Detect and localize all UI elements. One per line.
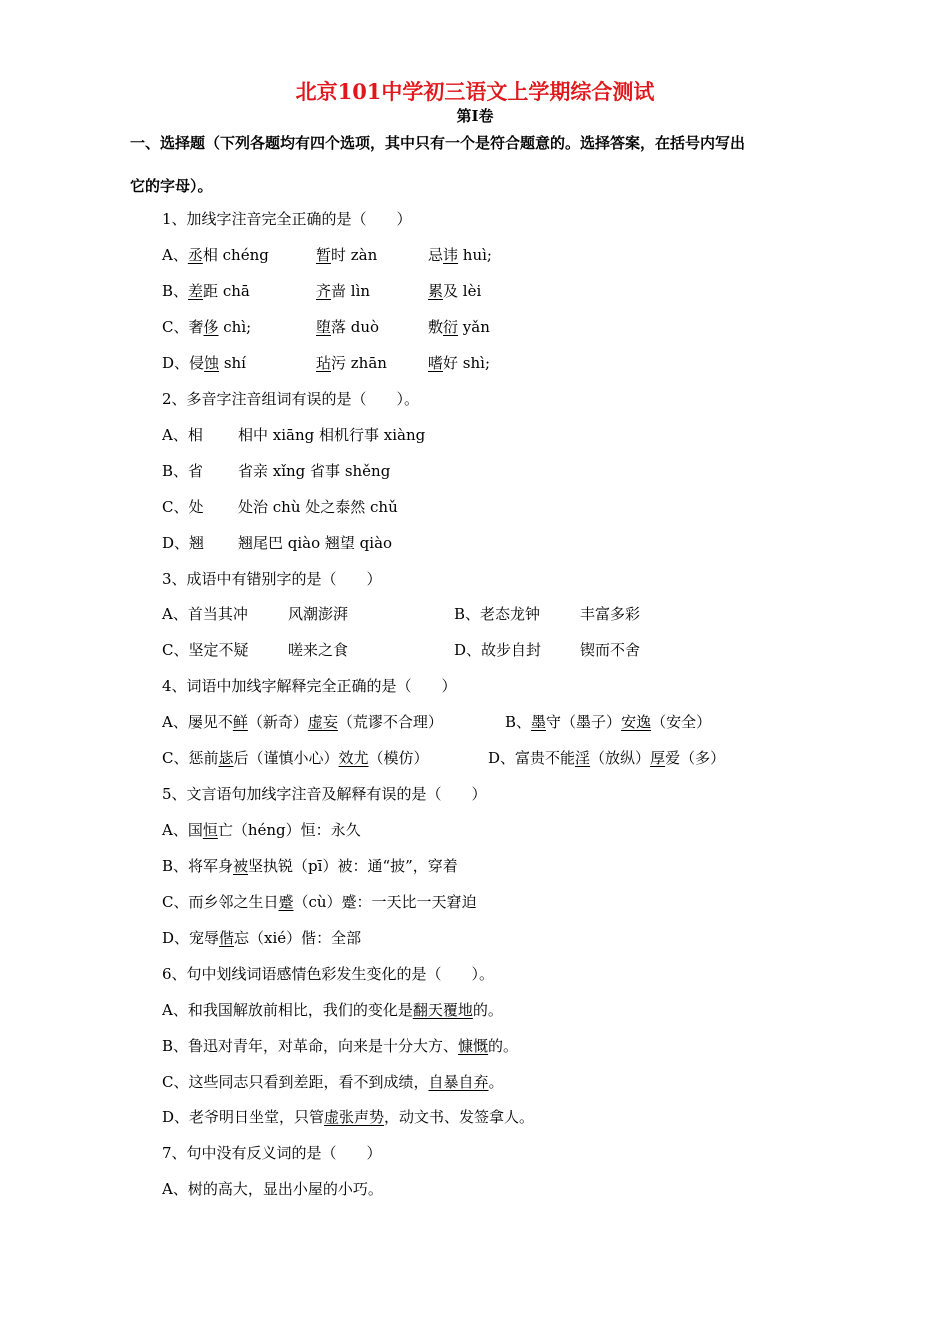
section-heading-line2: 它的字母）。 [130,177,213,195]
question-5-option-b: B、将军身被坚执锐（pī）被：通“披”，穿着 [162,857,458,875]
underlined-char: 墨 [531,713,547,731]
underlined-char: 毖 [218,749,234,767]
question-5-option-c: C、而乡邻之生日蹙（cù）蹙：一天比一天窘迫 [162,893,477,911]
question-7-stem: 7、句中没有反义词的是（ ） [162,1144,382,1162]
underlined-char: 讳 [443,246,459,264]
underlined-char: 齐 [316,282,332,300]
underlined-char: 侈 [203,318,219,336]
question-6-option-b: B、鲁迅对青年，对革命，向来是十分大方、慷慨的。 [162,1037,519,1055]
underlined-char: 差 [188,282,204,300]
page-title: 北京101中学初三语文上学期综合测试 [295,79,655,104]
underlined-char: 被 [233,857,249,875]
question-5-option-a: A、国恒亡（héng）恒：永久 [162,821,361,839]
underlined-word: 慷慨 [458,1037,489,1055]
underlined-char: 累 [428,282,444,300]
underlined-char: 蹙 [278,893,294,911]
volume-heading: 第Ⅰ卷 [456,107,494,125]
underlined-word: 自暴自弃 [428,1073,489,1091]
underlined-char: 嗜 [428,354,444,372]
document-page: 北京101中学初三语文上学期综合测试 第Ⅰ卷 一、选择题（下列各题均有四个选项，其中只有一个是符合题意的。选择答案，在括号内写出 它的字母）。 1、加线字注音完全正确的是（ ） A、丞相 chéng 暂时 zàn 忌讳 huì; B、差距 chā 齐啬 lìn 累及 lèi C、奢侈 chì; 堕落 duò 敷衍 yǎn D、侵蚀 shí 玷污 zhān 嗜好 shì; 2、多音字注音组词有误的是（ ）。 A、相 相中 xiāng 相机行事 xiàng B、省 省亲 xǐng 省事 shěng C、处 处治 chù 处之泰然 chǔ D、翘 翘尾巴 qiào 翘望 qiào 3、成语中有错别字的是（ ） A、首当其冲 风潮澎湃 B、老态龙钟 丰富多彩 C、坚定不疑 嗟来之食 D、故步自封 锲而不舍 4、词语中加线字解释完全正确的是（ ） A、屡见不鲜（新奇）虚妄（荒谬不合理） B、墨守（墨子）安逸（安全） C、惩前毖后（谨慎小心）效尤（模仿） D、富贵不能淫（放纵）厚爱（多） 5、文言语句加线字注音及解释有误的是（ ） A、国恒亡（héng）恒：永久 B、将军身被坚执锐（pī）被：通“披”，穿着 C、而乡邻之生日蹙（cù）蹙：一天比一天窘迫 D、宠辱偕忘（xié）偕：全部 6、句中划线词语感情色彩发生变化的是（ ）。 A、和我国解放前相比，我们的变化是翻天覆地的。 B、鲁迅对青年，对革命，向来是十分大方、慷慨的。 C、这些同志只看到差距，看不到成绩，自暴自弃。 D、老爷明日坐堂，只管虚张声势，动文书、发签拿人。 7、句中没有反义词的是（ ） A、树的高大，显出小屋的小巧。 [0,0,950,1344]
underlined-char: 淫 [575,749,591,767]
question-7-option-a: A、树的高大，显出小屋的小巧。 [162,1180,383,1198]
underlined-char: 暂 [316,246,332,264]
question-2-stem: 2、多音字注音组词有误的是（ ）。 [162,390,420,408]
underlined-word: 翻天覆地 [412,1001,473,1019]
question-6-stem: 6、句中划线词语感情色彩发生变化的是（ ）。 [162,965,495,983]
underlined-char: 堕 [316,318,332,336]
underlined-char: 厚 [650,749,666,767]
question-1-stem: 1、加线字注音完全正确的是（ ） [162,210,412,228]
question-5-option-d: D、宠辱偕忘（xié）偕：全部 [162,929,362,947]
question-4-stem: 4、词语中加线字解释完全正确的是（ ） [162,677,457,695]
underlined-word: 虚张声势 [324,1108,385,1126]
underlined-char: 衍 [443,318,459,336]
underlined-char: 恒 [202,821,218,839]
underlined-char: 丞 [187,246,203,264]
underlined-char: 玷 [316,354,332,372]
underlined-word: 虚妄 [307,713,338,731]
question-3-stem: 3、成语中有错别字的是（ ） [162,570,382,588]
underlined-word: 安逸 [621,713,652,731]
underlined-char: 蚀 [204,354,220,372]
underlined-word: 效尤 [338,749,369,767]
section-heading-line1: 一、选择题（下列各题均有四个选项，其中只有一个是符合题意的。选择答案，在括号内写出 [130,134,746,152]
question-6-option-c: C、这些同志只看到差距，看不到成绩，自暴自弃。 [162,1073,504,1091]
question-6-option-a: A、和我国解放前相比，我们的变化是翻天覆地的。 [162,1001,503,1019]
question-5-stem: 5、文言语句加线字注音及解释有误的是（ ） [162,785,487,803]
question-6-option-d: D、老爷明日坐堂，只管虚张声势，动文书、发签拿人。 [162,1108,535,1126]
underlined-char: 偕 [219,929,235,947]
underlined-char: 鲜 [232,713,248,731]
